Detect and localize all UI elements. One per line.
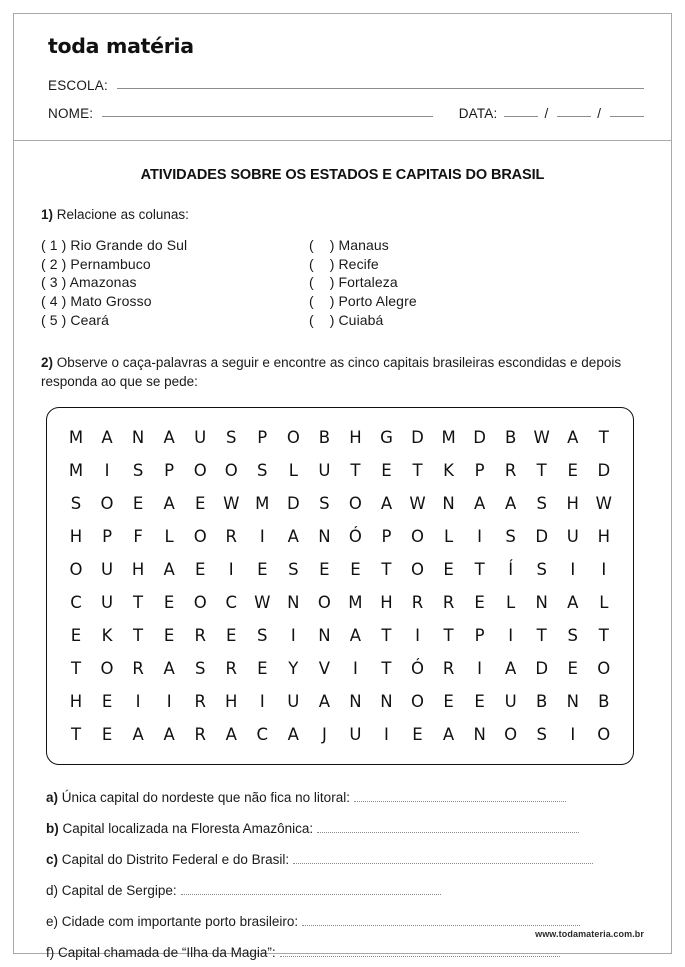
matching-right-item[interactable]: ( ) Fortaleza (309, 274, 398, 291)
word-search-cell[interactable]: S (288, 559, 299, 579)
matching-left-item: ( 4 ) Mato Grosso (41, 292, 152, 309)
word-search-cell[interactable]: N (318, 625, 331, 645)
word-search-cell[interactable]: O (69, 559, 83, 579)
word-search-cell[interactable]: U (194, 427, 207, 447)
word-search-cell[interactable]: P (257, 427, 268, 447)
answer-question-text: Capital localizada na Floresta Amazônica: (58, 820, 314, 836)
word-search-cell[interactable]: Ó (411, 658, 425, 678)
word-search-cell[interactable]: W (595, 493, 612, 513)
word-search-cell[interactable]: D (411, 427, 424, 447)
word-search-cell[interactable]: T (133, 625, 144, 645)
word-search-cell[interactable]: S (319, 493, 330, 513)
word-search-cell[interactable]: P (474, 460, 485, 480)
word-search-cell[interactable]: A (349, 625, 362, 645)
word-search-cell[interactable]: I (508, 625, 514, 645)
word-search-cell[interactable]: O (193, 460, 207, 480)
word-search-cell[interactable]: O (100, 658, 114, 678)
word-search-cell[interactable]: G (380, 427, 393, 447)
word-search-cell[interactable]: D (473, 427, 486, 447)
word-search-cell[interactable]: S (536, 559, 547, 579)
word-search-cell[interactable]: C (256, 724, 269, 744)
answer-input-line[interactable] (302, 925, 580, 926)
data-label: DATA: (458, 106, 498, 121)
word-search-cell[interactable]: M (348, 592, 363, 612)
word-search-cell[interactable]: D (597, 460, 611, 480)
matching-exercise (41, 236, 644, 329)
word-search-cell[interactable]: W (533, 427, 550, 447)
word-search-cell[interactable]: Y (288, 658, 299, 678)
word-search-cell[interactable]: J (321, 724, 327, 744)
word-search-cell[interactable]: R (194, 724, 206, 744)
answer-row (46, 878, 644, 898)
answer-input-line[interactable] (354, 801, 566, 802)
word-search-cell[interactable]: U (101, 592, 114, 612)
word-search-cell[interactable]: B (598, 691, 610, 711)
word-search-cell[interactable]: E (194, 493, 206, 513)
word-search-cell[interactable]: C (70, 592, 82, 612)
word-search-cell[interactable]: M (68, 460, 84, 480)
worksheet-page (13, 13, 672, 960)
word-search-cell[interactable]: T (133, 592, 144, 612)
page-title: ATIVIDADES SOBRE OS ESTADOS E CAPITAIS DO BRASIL (140, 167, 545, 183)
word-search-cell[interactable]: A (567, 592, 579, 612)
answer-label (46, 945, 276, 960)
word-search-cell[interactable]: T (381, 559, 392, 579)
word-search-cell[interactable]: T (598, 625, 609, 645)
word-search-cell[interactable]: E (194, 559, 206, 579)
word-search-cell[interactable]: N (349, 691, 362, 711)
word-search-cell[interactable]: A (132, 724, 144, 744)
word-search-cell[interactable]: S (257, 625, 268, 645)
word-search-cell[interactable]: T (474, 559, 485, 579)
answer-letter: b) (46, 820, 59, 836)
answer-question-text: Capital chamada de “Ilha da Magia”: (54, 944, 276, 960)
answer-input-line[interactable] (280, 956, 560, 957)
word-search-cell[interactable]: I (384, 724, 389, 744)
word-search-cell[interactable]: E (257, 658, 268, 678)
word-search-cell[interactable]: O (597, 724, 611, 744)
word-search-cell[interactable]: I (135, 691, 141, 711)
word-search-cell[interactable]: T (350, 460, 361, 480)
answer-question-text: Capital de Sergipe: (58, 882, 177, 898)
answer-row (46, 940, 644, 960)
word-search-row (57, 620, 623, 651)
word-search-cell[interactable]: R (411, 592, 424, 612)
word-search-cell[interactable]: O (504, 724, 518, 744)
answer-label (46, 790, 350, 805)
word-search-grid[interactable] (46, 407, 634, 765)
word-search-cell[interactable]: S (194, 658, 206, 678)
worksheet-header (14, 14, 671, 141)
answer-letter: d) (46, 882, 59, 898)
word-search-cell[interactable]: I (290, 625, 296, 645)
nome-label: NOME: (48, 106, 94, 121)
word-search-cell[interactable]: I (601, 559, 607, 579)
word-search-cell[interactable]: L (443, 526, 454, 546)
word-search-cell[interactable]: I (166, 691, 172, 711)
answer-label (46, 883, 177, 898)
date-year-input-line[interactable] (610, 116, 644, 117)
date-separator-2: / (597, 106, 601, 121)
matching-right-item[interactable]: ( ) Manaus (309, 237, 389, 254)
word-search-cell[interactable]: A (505, 658, 517, 678)
word-search-cell[interactable]: E (319, 559, 330, 579)
word-search-row (57, 521, 623, 552)
word-search-cell[interactable]: P (381, 526, 392, 546)
answer-question-text: Única capital do nordeste que não fica no litoral: (58, 789, 350, 805)
word-search-cell[interactable]: E (257, 559, 268, 579)
word-search-row (57, 488, 623, 519)
word-search-cell[interactable]: B (318, 427, 331, 447)
word-search-cell[interactable]: O (193, 592, 207, 612)
word-search-cell[interactable]: H (131, 559, 145, 579)
word-search-cell[interactable]: A (567, 427, 579, 447)
word-search-cell[interactable]: A (163, 724, 175, 744)
word-search-cell[interactable]: E (350, 559, 361, 579)
word-search-row (57, 653, 623, 684)
word-search-cell[interactable]: E (101, 724, 113, 744)
word-search-cell[interactable]: N (318, 526, 331, 546)
nome-input-line[interactable] (102, 116, 432, 117)
word-search-cell[interactable]: I (570, 724, 576, 744)
answer-question-text: Capital do Distrito Federal e do Brasil: (58, 851, 290, 867)
word-search-cell[interactable]: A (225, 724, 237, 744)
word-search-cell[interactable]: O (348, 493, 362, 513)
answer-row (46, 909, 644, 929)
word-search-cell[interactable]: O (224, 460, 238, 480)
word-search-cell[interactable]: L (288, 460, 298, 480)
word-search-cell[interactable]: L (164, 526, 174, 546)
date-day-input-line[interactable] (504, 116, 538, 117)
word-search-cell[interactable]: W (254, 592, 271, 612)
word-search-cell[interactable]: T (412, 460, 423, 480)
word-search-cell[interactable]: E (443, 691, 454, 711)
answer-input-line[interactable] (181, 894, 441, 895)
answer-row (46, 847, 644, 867)
word-search-cell[interactable]: E (412, 724, 423, 744)
word-search-cell[interactable]: O (597, 658, 611, 678)
word-search-cell[interactable]: E (226, 625, 237, 645)
nome-data-field-row (48, 102, 644, 121)
word-search-cell[interactable]: E (163, 592, 175, 612)
word-search-cell[interactable]: W (223, 493, 240, 513)
word-search-cell[interactable]: R (194, 625, 206, 645)
word-search-cell[interactable]: O (317, 592, 331, 612)
answer-letter: e) (46, 913, 59, 929)
word-search-row (57, 719, 623, 750)
word-search-cell[interactable]: Í (508, 559, 514, 579)
escola-field-row (48, 74, 644, 93)
word-search-cell[interactable]: R (225, 658, 237, 678)
word-search-cell[interactable]: E (474, 592, 485, 612)
word-search-cell[interactable]: M (68, 427, 84, 447)
matching-right-item[interactable]: ( ) Porto Alegre (309, 292, 417, 309)
answer-letter: f) (46, 944, 55, 960)
word-search-cell[interactable]: U (566, 526, 579, 546)
word-search-cell[interactable]: A (505, 493, 517, 513)
word-search-cell[interactable]: T (598, 427, 609, 447)
word-search-cell[interactable]: S (536, 493, 547, 513)
word-search-cell[interactable]: E (101, 691, 113, 711)
footer-url: www.todamateria.com.br (535, 929, 644, 939)
question-2-number: 2) (41, 355, 54, 371)
word-search-cell[interactable]: A (163, 427, 175, 447)
word-search-cell[interactable]: R (225, 526, 237, 546)
word-search-row (57, 455, 623, 486)
word-search-cell[interactable]: P (102, 526, 113, 546)
word-search-cell[interactable]: A (163, 493, 175, 513)
word-search-cell[interactable]: O (411, 559, 425, 579)
word-search-cell[interactable]: C (225, 592, 237, 612)
question-2-prompt (41, 353, 641, 391)
word-search-cell[interactable]: S (70, 493, 82, 513)
word-search-cell[interactable]: K (101, 625, 113, 645)
word-search-cell[interactable]: U (318, 460, 331, 480)
word-search-cell[interactable]: I (104, 460, 110, 480)
word-search-cell[interactable]: S (132, 460, 144, 480)
brand-logo: toda matéria (48, 34, 194, 58)
word-search-cell[interactable]: D (286, 493, 300, 513)
word-search-cell[interactable]: A (287, 724, 299, 744)
word-search-cell[interactable]: A (318, 691, 331, 711)
word-search-cell[interactable]: M (255, 493, 270, 513)
word-search-cell[interactable]: M (441, 427, 456, 447)
word-search-cell[interactable]: P (164, 460, 175, 480)
word-search-cell[interactable]: L (599, 592, 609, 612)
word-search-cell[interactable]: H (566, 493, 579, 513)
word-search-cell[interactable]: I (477, 658, 483, 678)
word-search-cell[interactable]: N (535, 592, 548, 612)
word-search-cell[interactable]: F (133, 526, 143, 546)
escola-label: ESCOLA: (48, 78, 108, 93)
word-search-cell[interactable]: H (380, 592, 393, 612)
word-search-cell[interactable]: Ó (348, 526, 362, 546)
word-search-cell[interactable]: H (349, 427, 362, 447)
matching-left-item: ( 5 ) Ceará (41, 311, 110, 328)
word-search-cell[interactable]: K (443, 460, 454, 480)
word-search-cell[interactable]: E (474, 691, 485, 711)
answer-question-text: Cidade com importante porto brasileiro: (58, 913, 299, 929)
word-search-cell[interactable]: S (505, 526, 516, 546)
answer-label (46, 821, 313, 836)
word-search-cell[interactable]: U (101, 559, 114, 579)
answer-row (46, 785, 644, 805)
word-search-cell[interactable]: O (411, 691, 425, 711)
word-search-cell[interactable]: A (163, 559, 175, 579)
word-search-cell[interactable]: A (287, 526, 299, 546)
word-search-cell[interactable]: T (381, 658, 392, 678)
word-search-cell[interactable]: R (442, 592, 455, 612)
word-search-cell[interactable]: H (69, 526, 83, 546)
word-search-cell[interactable]: R (442, 658, 455, 678)
matching-right-item[interactable]: ( ) Cuiabá (309, 311, 384, 328)
word-search-cell[interactable]: P (474, 625, 485, 645)
matching-right-item[interactable]: ( ) Recife (309, 255, 379, 272)
date-separator-1: / (544, 106, 549, 121)
word-search-cell[interactable]: T (381, 625, 392, 645)
word-search-cell[interactable]: A (442, 724, 455, 744)
word-search-cell[interactable]: E (381, 460, 392, 480)
word-search-cell[interactable]: S (536, 724, 547, 744)
word-search-cell[interactable]: L (506, 592, 516, 612)
word-search-cell[interactable]: N (287, 592, 300, 612)
question-1-number: 1) (41, 207, 54, 222)
word-search-cell[interactable]: E (132, 493, 144, 513)
word-search-cell[interactable]: U (349, 724, 362, 744)
word-search-cell[interactable]: A (101, 427, 113, 447)
word-search-cell[interactable]: A (380, 493, 393, 513)
word-search-cell[interactable]: A (473, 493, 486, 513)
word-search-cell[interactable]: N (473, 724, 486, 744)
matching-left-column (41, 236, 309, 329)
matching-left-item: ( 3 ) Amazonas (41, 274, 137, 291)
answer-letter: a) (46, 789, 59, 805)
word-search-cell[interactable]: E (163, 625, 175, 645)
word-search-cell[interactable]: O (286, 427, 300, 447)
word-search-cell[interactable]: U (287, 691, 300, 711)
word-search-cell[interactable]: T (536, 460, 547, 480)
word-search-cell[interactable]: S (225, 427, 237, 447)
word-search-cell[interactable]: O (193, 526, 207, 546)
matching-left-item: ( 2 ) Pernambuco (41, 255, 151, 272)
word-search-row (57, 686, 623, 717)
question-2-text: Observe o caça-palavras a seguir e encontre as cinco capitais brasileiras escondidas e depois responda ao que se pede: (41, 355, 622, 390)
word-search-cell[interactable]: N (442, 493, 455, 513)
word-search-cell[interactable]: W (409, 493, 426, 513)
word-search-cell[interactable]: H (597, 526, 610, 546)
matching-left-item: ( 1 ) Rio Grande do Sul (41, 237, 188, 254)
worksheet-content (14, 141, 671, 960)
question-1-prompt (41, 205, 644, 224)
word-search-cell[interactable]: I (477, 526, 483, 546)
word-search-cell[interactable]: I (228, 559, 234, 579)
answer-input-line[interactable] (317, 832, 579, 833)
word-search-cell[interactable]: N (131, 427, 145, 447)
word-search-row (57, 587, 623, 618)
word-search-cell[interactable]: N (566, 691, 579, 711)
word-search-cell[interactable]: I (570, 559, 576, 579)
word-search-cell[interactable]: I (352, 658, 358, 678)
word-search-cell[interactable]: T (70, 658, 82, 678)
word-search-cell[interactable]: B (504, 427, 517, 447)
answer-row (46, 816, 644, 836)
answer-input-line[interactable] (293, 863, 593, 864)
word-search-cell[interactable]: E (567, 460, 578, 480)
word-search-cell[interactable]: T (70, 724, 82, 744)
word-search-cell[interactable]: U (504, 691, 517, 711)
word-search-cell[interactable]: R (132, 658, 144, 678)
escola-input-line[interactable] (117, 88, 644, 89)
word-search-cell[interactable]: E (567, 658, 578, 678)
word-search-cell[interactable]: R (504, 460, 517, 480)
answer-letter: c) (46, 851, 59, 867)
answer-label (46, 914, 298, 929)
word-search-cell[interactable]: S (567, 625, 578, 645)
word-search-row (57, 422, 623, 453)
word-search-cell[interactable]: N (380, 691, 393, 711)
word-search-row (57, 554, 623, 585)
word-search-cell[interactable]: O (411, 526, 425, 546)
word-search-cell[interactable]: B (536, 691, 548, 711)
word-search-cell[interactable]: D (535, 658, 549, 678)
word-search-cell[interactable]: A (163, 658, 175, 678)
word-search-cell[interactable]: I (259, 526, 265, 546)
question-1-text: Relacione as colunas: (56, 207, 189, 222)
word-search-cell[interactable]: V (318, 658, 331, 678)
word-search-cell[interactable]: T (536, 625, 547, 645)
word-search-cell[interactable]: R (194, 691, 206, 711)
word-search-cell[interactable]: I (415, 625, 420, 645)
word-search-cell[interactable]: S (257, 460, 268, 480)
date-month-input-line[interactable] (557, 116, 591, 117)
word-search-cell[interactable]: O (100, 493, 114, 513)
word-search-cell[interactable]: I (259, 691, 265, 711)
matching-right-column (309, 236, 417, 329)
word-search-cell[interactable]: E (443, 559, 454, 579)
answer-label (46, 852, 289, 867)
word-search-cell[interactable]: D (535, 526, 549, 546)
word-search-cell[interactable]: E (70, 625, 82, 645)
word-search-cell[interactable]: H (69, 691, 83, 711)
word-search-cell[interactable]: H (225, 691, 238, 711)
word-search-cell[interactable]: T (443, 625, 454, 645)
